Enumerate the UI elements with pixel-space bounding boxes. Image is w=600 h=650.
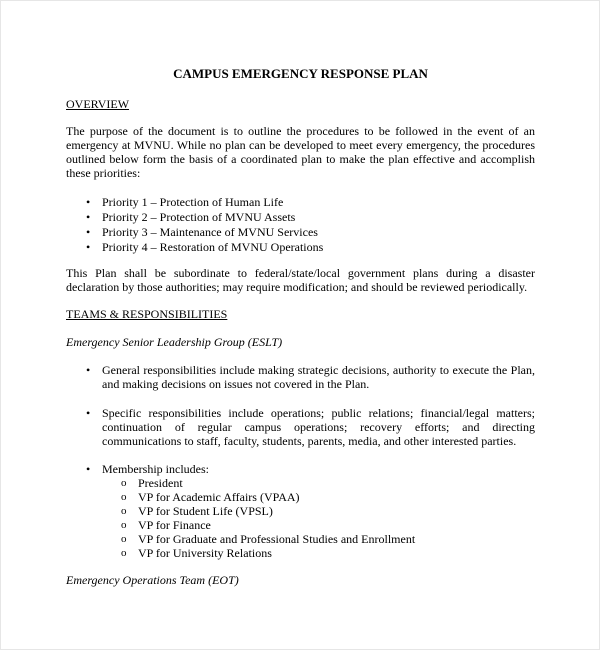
- membership-label: Membership includes:: [102, 462, 209, 476]
- bullet-icon: •: [86, 240, 91, 254]
- document-title: CAMPUS EMERGENCY RESPONSE PLAN: [173, 66, 428, 81]
- priority-text: Priority 4 – Restoration of MVNU Operations: [102, 240, 324, 254]
- circle-bullet-icon: o: [121, 477, 127, 489]
- eslt-specific-list: [86, 406, 535, 448]
- specific-responsibilities: Specific responsibilities include operations; public relations; financial/legal matters; continuation of regular campus operations; recovery efforts; and directing communications to staff, faculty, students, parents, media, and other interested parties.: [102, 406, 535, 448]
- circle-bullet-icon: o: [121, 519, 127, 531]
- eslt-heading: Emergency Senior Leadership Group (ESLT): [66, 335, 283, 349]
- priority-text: Priority 2 – Protection of MVNU Assets: [102, 210, 296, 224]
- general-responsibilities: General responsibilities include making strategic decisions, authority to execute the Plan, and making decisions on issues not covered in the Plan.: [102, 363, 535, 391]
- list-item: [86, 240, 535, 255]
- list-item: [86, 210, 535, 225]
- teams-heading: TEAMS & RESPONSIBILITIES: [66, 307, 228, 321]
- list-item: [121, 490, 535, 504]
- list-item: [86, 363, 535, 391]
- circle-bullet-icon: o: [121, 505, 127, 517]
- list-item: [121, 504, 535, 518]
- membership-list: [86, 462, 535, 476]
- member-text: President: [138, 476, 183, 490]
- bullet-icon: •: [86, 363, 91, 377]
- list-item: [86, 406, 535, 448]
- bullet-icon: •: [86, 462, 91, 476]
- priority-text: Priority 3 – Maintenance of MVNU Services: [102, 225, 318, 239]
- priority-text: Priority 1 – Protection of Human Life: [102, 195, 284, 209]
- member-text: VP for Academic Affairs (VPAA): [138, 490, 300, 504]
- eslt-general-list: [86, 363, 535, 391]
- priority-list: [86, 195, 535, 255]
- member-text: VP for University Relations: [138, 546, 272, 560]
- circle-bullet-icon: o: [121, 547, 127, 559]
- list-item: [121, 476, 535, 490]
- member-text: VP for Finance: [138, 518, 211, 532]
- overview-heading: OVERVIEW: [66, 97, 130, 111]
- circle-bullet-icon: o: [121, 533, 127, 545]
- circle-bullet-icon: o: [121, 491, 127, 503]
- overview-paragraph: The purpose of the document is to outline the procedures to be followed in the event of an emergency at MVNU. While no plan can be developed to meet every emergency, the procedures outlined below form the basis of a coordinated plan to make the plan effective and accomplish these priorities:: [66, 124, 535, 180]
- bullet-icon: •: [86, 210, 91, 224]
- bullet-icon: •: [86, 406, 91, 420]
- subordinate-paragraph: This Plan shall be subordinate to federal/state/local government plans during a disaster declaration by those authorities; may require modification; and should be reviewed periodically.: [66, 266, 535, 294]
- list-item: [86, 225, 535, 240]
- member-text: VP for Graduate and Professional Studies and Enrollment: [138, 532, 416, 546]
- list-item: [121, 546, 535, 560]
- bullet-icon: •: [86, 225, 91, 239]
- list-item: [121, 532, 535, 546]
- member-text: VP for Student Life (VPSL): [138, 504, 273, 518]
- list-item: [86, 462, 535, 476]
- list-item: [121, 518, 535, 532]
- list-item: [86, 195, 535, 210]
- eot-heading: Emergency Operations Team (EOT): [66, 573, 239, 587]
- members-list: [121, 476, 535, 560]
- bullet-icon: •: [86, 195, 91, 209]
